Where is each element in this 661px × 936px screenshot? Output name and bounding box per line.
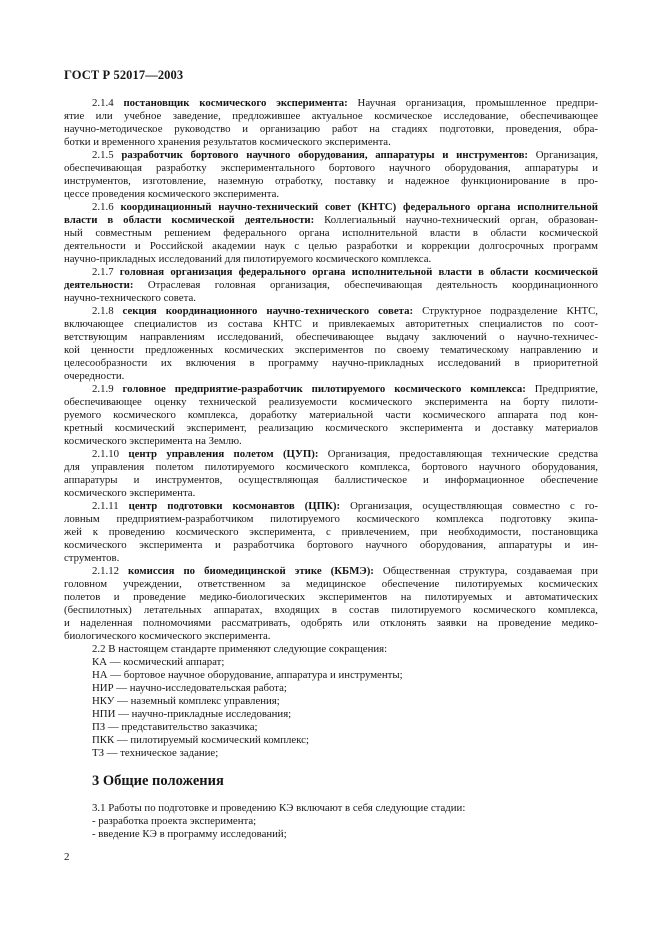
page-number: 2 [64,851,70,863]
text-segment: Отраслевая головная организация, обеспечивающая деятельность координационного [133,279,598,291]
paragraph [64,682,598,695]
text-segment: КА — космический аппарат; [92,656,225,668]
defined-term: центр подготовки космонавтов (ЦПК): [128,500,341,512]
text-line [64,253,598,266]
text-line [64,279,598,292]
text-segment: научно-прикладных исследований для пилотируемого космического комплекса. [64,253,432,265]
text-line [64,695,598,708]
text-segment: 2.1.6 [92,201,121,213]
definitions-section [64,97,598,760]
text-line [64,526,598,539]
text-segment: и наделенная полномочиями рассматривать, одобрять или отклонять заявки на проведение медико- [64,617,598,629]
text-segment: космического эксперимента на Землю. [64,435,242,447]
text-segment: научно-методическое руководство и организацию работ на стадиях подготовки, проведения, обра- [64,123,598,135]
text-line [64,448,598,461]
text-line [64,802,598,815]
paragraph [64,721,598,734]
text-segment: НПИ — научно-прикладные исследования; [92,708,292,720]
text-line [64,396,598,409]
text-segment: обеспечивающая разработку экспериментального бортового научного оборудования, аппаратуры и [64,162,598,174]
text-segment: Коллегиальный научно-технический орган, образован- [314,214,598,226]
general-provisions-section [64,802,598,841]
text-segment: жей к проведению космического эксперимента, с привлечением, при необходимости, постановщика [64,526,598,538]
text-segment: ный совместным решением федерального органа исполнительной власти в области космической [64,227,598,239]
text-segment: 2.1.12 [92,565,128,577]
text-segment: биологического космического эксперимента. [64,630,271,642]
paragraph [64,669,598,682]
paragraph [64,734,598,747]
text-line [64,747,598,760]
text-segment: - введение КЭ в программу исследований; [92,828,287,840]
text-line [64,552,598,565]
paragraph [64,643,598,656]
text-segment: НА — бортовое научное оборудование, аппаратура и инструменты; [92,669,403,681]
defined-term: центр управления полетом (ЦУП): [128,448,319,460]
text-line [64,643,598,656]
text-segment: цессе проведения космического эксперимента. [64,188,280,200]
text-line [64,828,598,841]
defined-term: координационный научно-технический совет (КНТС) федерального органа исполнительной [120,201,598,213]
text-segment: полетов и проведение медико-биологических экспериментов на пилотируемых и автоматических [64,591,598,603]
text-line [64,721,598,734]
text-line [64,617,598,630]
paragraph [64,448,598,500]
paragraph [64,201,598,266]
text-line [64,474,598,487]
paragraph [64,500,598,565]
text-line [64,513,598,526]
text-line [64,383,598,396]
text-segment: (беспилотных) летательных аппаратах, входящих в состав пилотируемого космического комплекса, [64,604,598,616]
text-line [64,123,598,136]
text-segment: ветствующим направлениям исследований, обеспечивающее выдачу заключений о научно-техничес- [64,331,598,343]
text-line [64,708,598,721]
paragraph [64,656,598,669]
text-line [64,578,598,591]
text-segment: для управления полетом пилотируемого космического комплекса, бортового научного оборудования, [64,461,598,473]
text-line [64,227,598,240]
text-segment: НИР — научно-исследовательская работа; [92,682,287,694]
text-line [64,175,598,188]
document-id: ГОСТ Р 52017—2003 [64,68,184,82]
defined-term: деятельности: [64,279,134,291]
text-line [64,305,598,318]
defined-term: комиссия по биомедицинской этике (КБМЭ): [127,565,374,577]
text-line [64,539,598,552]
text-segment: головном учреждении, ответственном за медицинское обеспечение пилотируемых космических [64,578,598,590]
text-line [64,162,598,175]
text-line [64,630,598,643]
text-line [64,357,598,370]
text-line [64,318,598,331]
text-segment: инструментов, изготовление, наземную отработку, поставку и надежное функционирование в про- [64,175,598,187]
text-segment: обеспечивающее оценку технической реализуемости космического эксперимента на борту пилоти- [64,396,598,408]
text-segment: Организация, [528,149,598,161]
text-line [64,422,598,435]
defined-term: разработчик бортового научного оборудования, аппаратуры и инструментов: [121,149,529,161]
text-segment: 2.2 В настоящем стандарте применяют следующие сокращения: [92,643,388,655]
paragraph [64,383,598,448]
paragraph [64,708,598,721]
paragraph [64,149,598,201]
text-line [64,149,598,162]
text-line [64,461,598,474]
text-segment: 2.1.7 [92,266,120,278]
text-line [64,682,598,695]
paragraph [64,266,598,305]
text-line [64,604,598,617]
text-line [64,500,598,513]
text-segment: 2.1.5 [92,149,122,161]
text-line [64,292,598,305]
text-line [64,344,598,357]
text-segment: руемого космического комплекса, доработку материальной части космического аппарата под кон- [64,409,598,421]
section-heading: 3 Общие положения [92,773,224,789]
text-line [64,370,598,383]
text-segment: космического эксперимента и разработчика бортового научного оборудования, аппаратуры и ин- [64,539,598,551]
text-segment: Структурное подразделение КНТС, [413,305,599,317]
defined-term: секция координационного научно-технического совета: [122,305,414,317]
text-segment: 2.1.9 [92,383,123,395]
defined-term: постановщик космического эксперимента: [123,97,348,109]
text-segment: ятие или учебное заведение, предложившее актуальное космическое исследование, обеспечивающее [64,110,598,122]
text-segment: кой ценности предложенных космических экспериментов по своему тематическому направлению и [64,344,598,356]
text-segment: космического эксперимента. [64,487,196,499]
text-segment: ТЗ — техническое задание; [92,747,219,759]
text-line [64,815,598,828]
text-line [64,669,598,682]
text-segment: ПЗ — представительство заказчика; [92,721,258,733]
document-header [64,67,183,83]
text-line [64,435,598,448]
text-segment: деятельности и Российской академии наук с целью разработки и коррекции долгосрочных программ [64,240,598,252]
text-segment: аппаратуры и инструментов, осуществляющая баллистическое и информационное обеспечение [64,474,598,486]
defined-term: головная организация федерального органа исполнительной власти в области космической [119,266,599,278]
text-line [64,214,598,227]
paragraph [64,828,598,841]
paragraph [64,815,598,828]
defined-term: власти в области космической деятельности: [64,214,315,226]
text-segment: Организация, предоставляющая технические средства [318,448,598,460]
paragraph [64,802,598,815]
text-line [64,591,598,604]
text-segment: 2.1.8 [92,305,123,317]
text-segment: 2.1.10 [92,448,129,460]
text-line [64,266,598,279]
text-segment: 3.1 Работы по подготовке и проведению КЭ включают в себя следующие стадии: [92,802,466,814]
text-segment: ботки и временного хранения результатов космического эксперимента. [64,136,391,148]
text-segment: Общественная структура, создаваемая при [373,565,598,577]
text-line [64,110,598,123]
text-line [64,136,598,149]
text-segment: очередности. [64,370,125,382]
paragraph [64,97,598,149]
text-segment: Организация, осуществляющая совместно с го- [340,500,598,512]
text-line [64,734,598,747]
paragraph [64,695,598,708]
text-segment: струментов. [64,552,120,564]
text-line [64,409,598,422]
text-segment: ловным предприятием-разработчиком пилотируемого космического комплекса подготовку экипа- [64,513,598,525]
text-segment: научно-технического совета. [64,292,196,304]
text-line [64,188,598,201]
text-line [64,240,598,253]
text-segment: - разработка проекта эксперимента; [92,815,257,827]
text-segment: ПКК — пилотируемый космический комплекс; [92,734,309,746]
text-line [64,656,598,669]
text-segment: целесообразности их включения в программу научно-прикладных исследований в приоритетной [64,357,598,369]
text-segment: включающее специалистов из состава КНТС и привлекаемых авторитетных специалистов по соот- [64,318,598,330]
defined-term: головное предприятие-разработчик пилотируемого космического комплекса: [122,383,526,395]
paragraph [64,747,598,760]
text-segment: кретный космический эксперимент, реализацию космического эксперимента и доставку материалов [64,422,598,434]
text-line [64,565,598,578]
text-line [64,97,598,110]
text-segment: 2.1.4 [92,97,124,109]
text-segment: 2.1.11 [92,500,129,512]
text-line [64,487,598,500]
text-segment: Предприятие, [525,383,598,395]
paragraph [64,305,598,383]
text-line [64,201,598,214]
paragraph [64,565,598,643]
text-line [64,331,598,344]
text-segment: Научная организация, промышленное предпри- [347,97,598,109]
text-segment: НКУ — наземный комплекс управления; [92,695,280,707]
